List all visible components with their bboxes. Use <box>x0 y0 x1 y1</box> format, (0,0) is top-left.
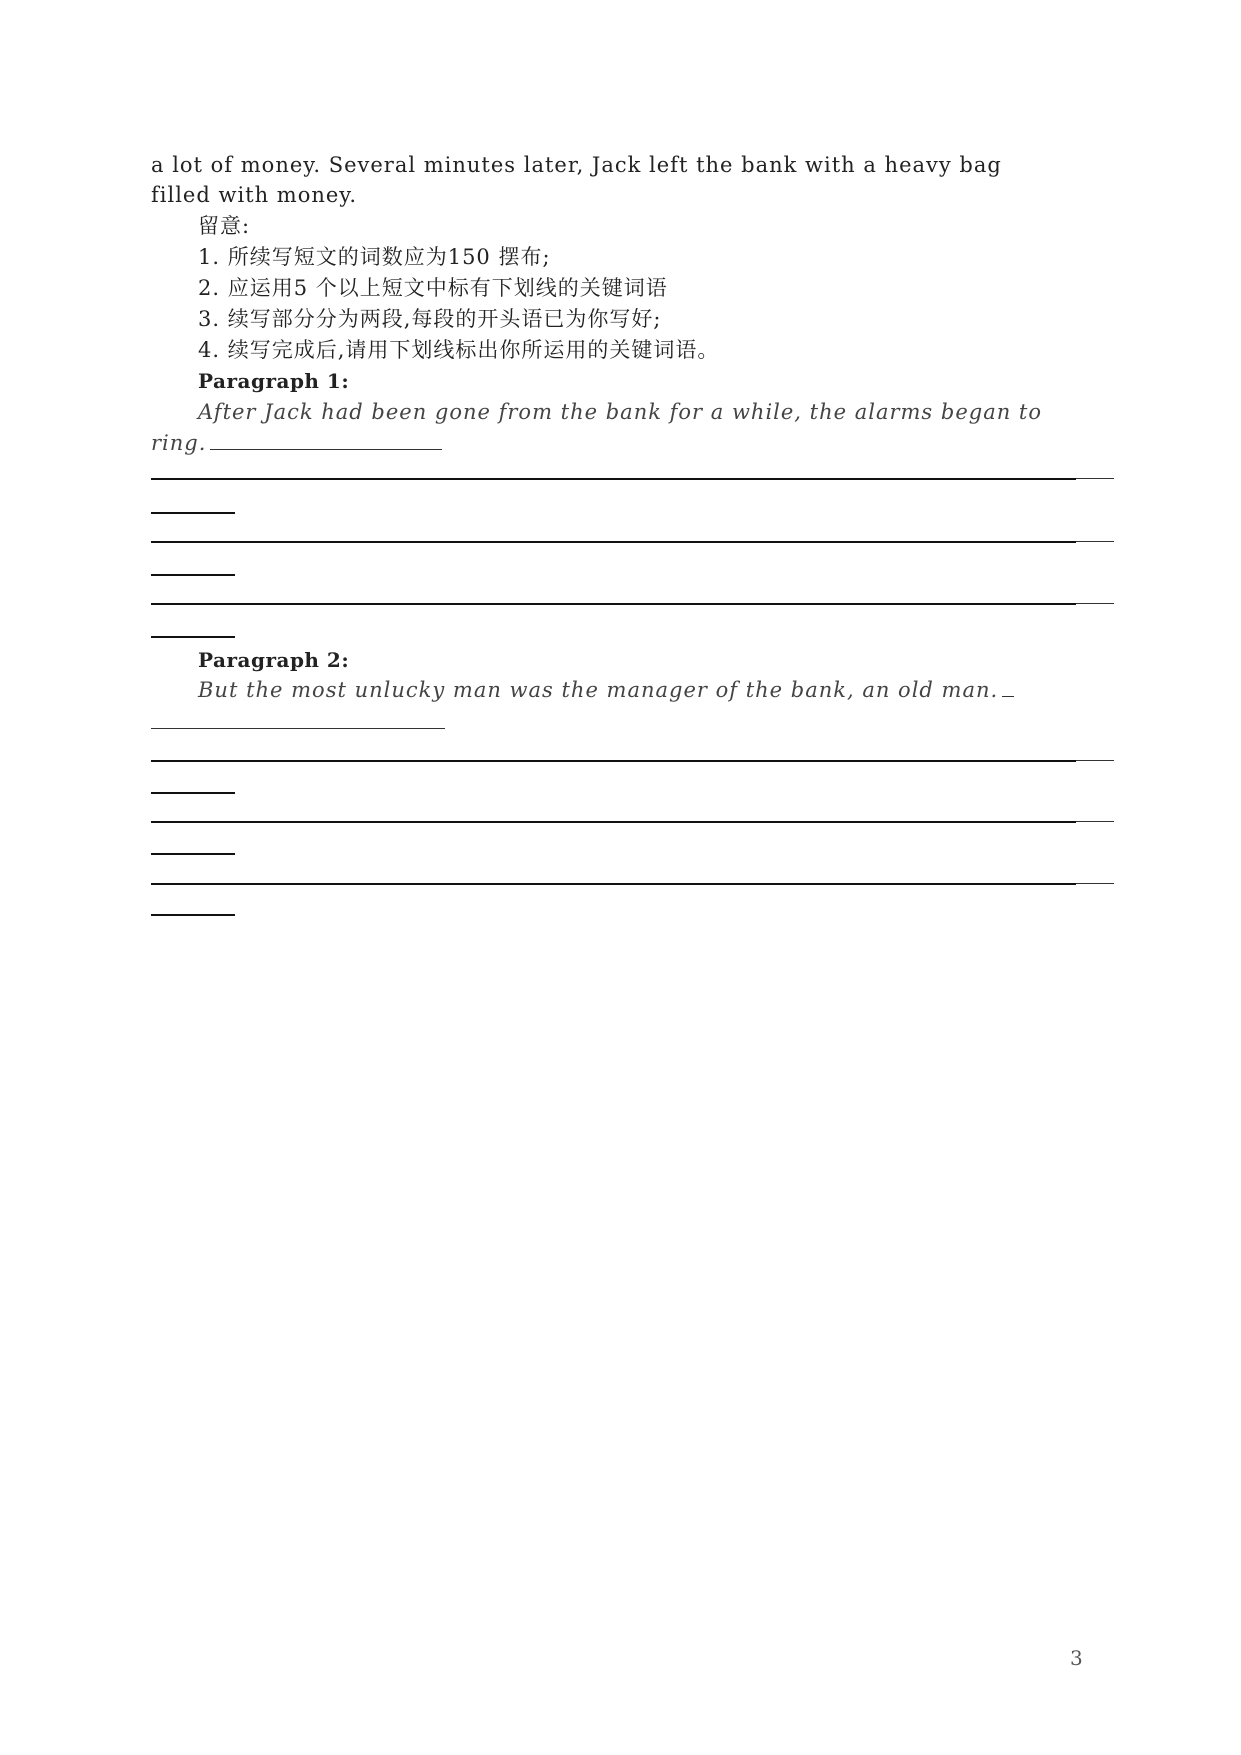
writing-line[interactable] <box>151 478 1076 480</box>
writing-line[interactable] <box>151 760 1076 762</box>
writing-line-tail <box>1076 603 1114 604</box>
paragraph-1-label: Paragraph 1: <box>198 369 350 393</box>
notes-item-2: 2. 应运用5 个以上短文中标有下划线的关键词语 <box>198 276 668 300</box>
writing-line[interactable] <box>151 574 235 576</box>
writing-line-tail <box>1076 883 1114 884</box>
paragraph-2-opening-line-1 <box>198 675 1014 705</box>
passage-line-2: filled with money. <box>151 183 358 207</box>
writing-line[interactable] <box>151 603 1076 605</box>
writing-line[interactable] <box>151 792 235 794</box>
writing-blank[interactable] <box>210 429 442 450</box>
writing-line-tail <box>1076 541 1114 542</box>
notes-item-4: 4. 续写完成后,请用下划线标出你所运用的关键词语。 <box>198 338 720 362</box>
writing-line[interactable] <box>151 541 1076 543</box>
paragraph-1-opening-line-1: After Jack had been gone from the bank for a while, the alarms began to <box>198 400 1043 424</box>
writing-line[interactable] <box>151 853 235 855</box>
passage-line-1: a lot of money. Several minutes later, Jack left the bank with a heavy bag <box>151 153 1002 177</box>
paragraph-1-opening-text: ring. <box>151 431 207 455</box>
paragraph-2-label: Paragraph 2: <box>198 648 350 672</box>
writing-blank[interactable] <box>1002 676 1014 697</box>
paragraph-1-opening-line-2 <box>151 428 442 458</box>
writing-line[interactable] <box>151 512 235 514</box>
notes-title: 留意: <box>198 214 251 238</box>
writing-line-tail <box>1076 760 1114 761</box>
notes-item-1: 1. 所续写短文的词数应为150 摆布; <box>198 245 551 269</box>
page-number: 3 <box>1070 1646 1083 1670</box>
paragraph-2-opening-text: But the most unlucky man was the manager of the bank, an old man. <box>198 678 999 702</box>
writing-line[interactable] <box>151 636 235 638</box>
notes-item-3: 3. 续写部分分为两段,每段的开头语已为你写好; <box>198 307 662 331</box>
writing-line[interactable] <box>151 914 235 916</box>
writing-line[interactable] <box>151 883 1076 885</box>
writing-line[interactable] <box>151 728 445 729</box>
writing-line-tail <box>1076 821 1114 822</box>
writing-line-tail <box>1076 478 1114 479</box>
writing-line[interactable] <box>151 821 1076 823</box>
